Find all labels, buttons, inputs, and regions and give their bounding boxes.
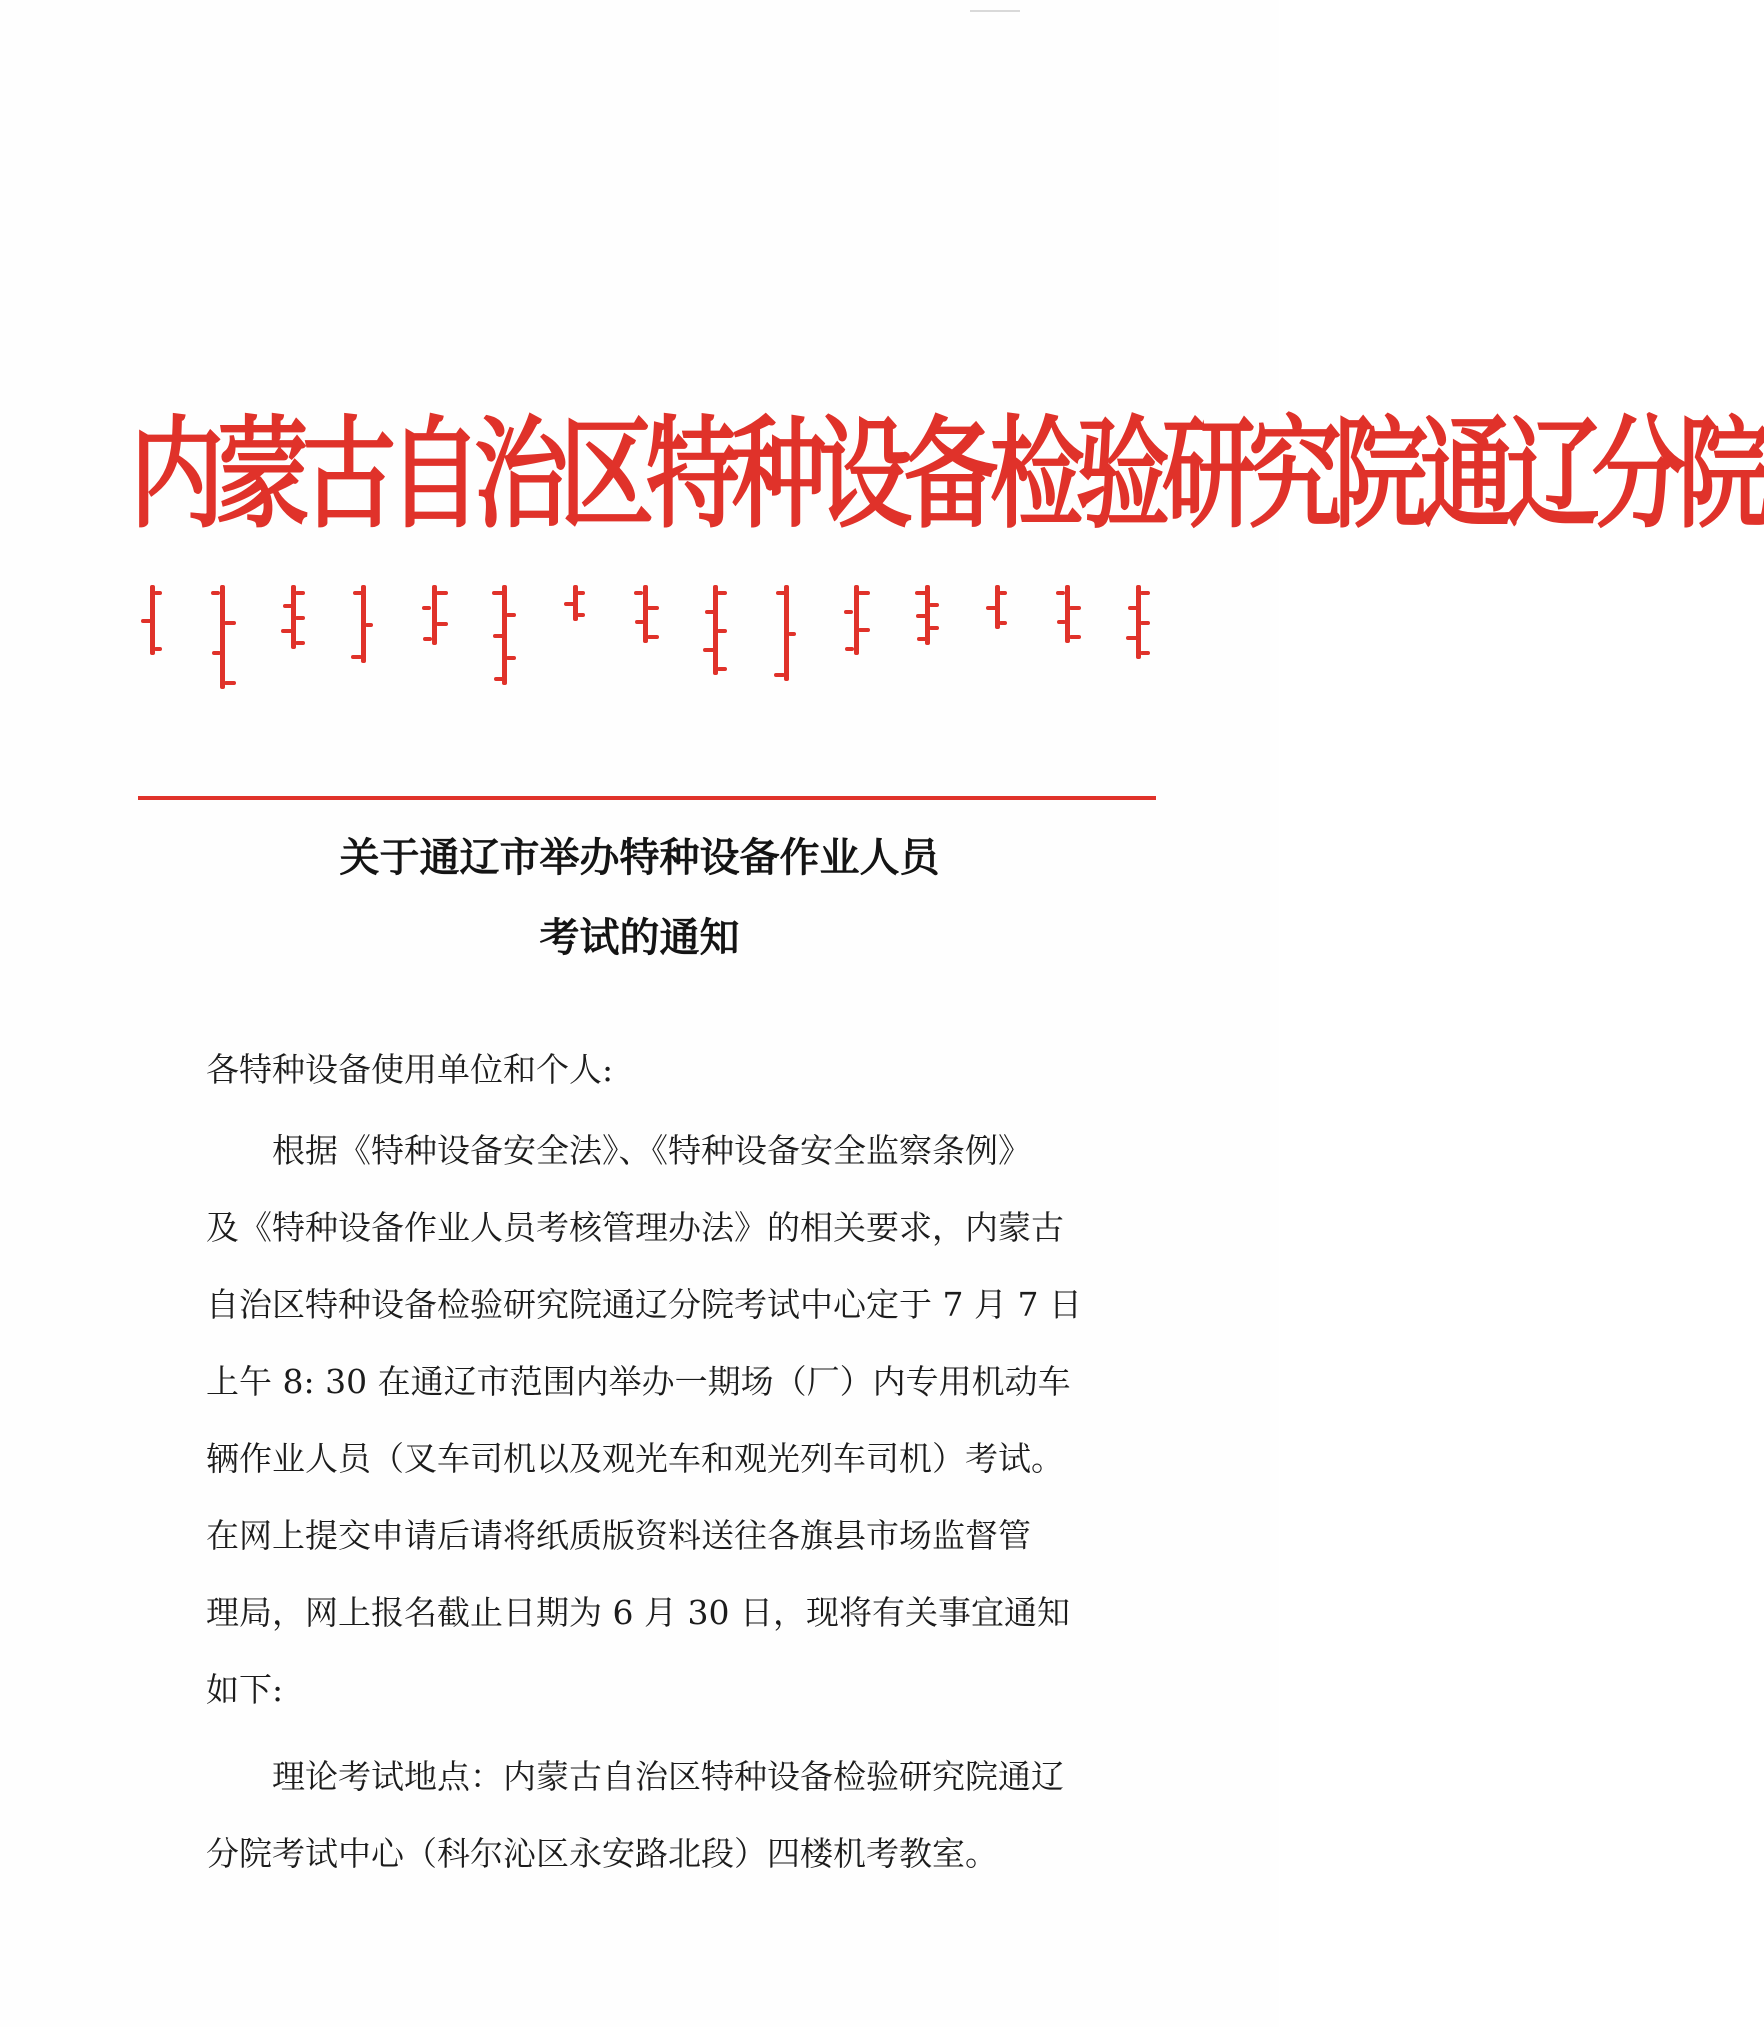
- mongolian-script-stroke: [577, 613, 585, 617]
- mongolian-script-stroke: [224, 681, 236, 685]
- mongolian-script-stroke: [436, 591, 448, 595]
- mongolian-script-stroke: [211, 591, 220, 595]
- mongolian-script-stroke: [858, 628, 870, 632]
- letterhead-divider: [138, 796, 1156, 800]
- mongolian-script-stroke: [1069, 606, 1081, 610]
- mongolian-script-word: [844, 585, 868, 655]
- mongolian-script-stroke: [845, 647, 854, 651]
- mongolian-script-word: [985, 585, 1009, 629]
- mongolian-script-word: [492, 585, 516, 685]
- mongolian-script-stroke: [295, 641, 305, 645]
- mongolian-script-stroke: [365, 623, 373, 627]
- mongolian-script-stroke: [1140, 621, 1150, 625]
- mongolian-script-stroke: [647, 606, 659, 610]
- mongolian-script-stroke: [506, 613, 516, 617]
- mongolian-script-stroke: [774, 673, 785, 677]
- scan-corner-mark: [970, 10, 1020, 16]
- mongolian-script-stroke: [141, 619, 152, 623]
- mongolian-script-stroke: [212, 651, 221, 655]
- mongolian-script-stroke: [422, 606, 431, 610]
- paragraph-1-line: 及《特种设备作业人员考核管理办法》的相关要求，内蒙古: [206, 1208, 1064, 1247]
- paragraph-1-line: 在网上提交申请后请将纸质版资料送往各旗县市场监督管: [206, 1516, 1031, 1555]
- mongolian-script-stroke: [917, 637, 930, 641]
- paragraph-1-line: 根据《特种设备安全法》、《特种设备安全监察条例》: [272, 1131, 1031, 1170]
- mongolian-script-stroke: [999, 591, 1007, 595]
- paragraph-1-line: 上午 8: 30 在通辽市范围内举办一期场（厂）内专用机动车: [206, 1362, 1071, 1401]
- mongolian-script-stroke: [494, 677, 507, 681]
- mongolian-script-stroke: [492, 591, 505, 595]
- mongolian-script-stroke: [423, 637, 432, 641]
- mongolian-script-stroke: [916, 614, 929, 618]
- mongolian-script-word: [774, 585, 798, 681]
- mongolian-script-word: [281, 585, 305, 649]
- mongolian-script-word: [633, 585, 657, 643]
- mongolian-script-stroke: [776, 591, 787, 595]
- mongolian-script-stroke: [295, 616, 305, 620]
- mongolian-script-stroke: [634, 591, 643, 595]
- paragraph-1-line: 辆作业人员（叉车司机以及观光车和观光列车司机）考试。: [206, 1439, 1064, 1478]
- mongolian-script-word: [140, 585, 164, 655]
- mongolian-script-word: [1055, 585, 1079, 643]
- mongolian-script-stroke: [1140, 651, 1150, 655]
- mongolian-script-word: [351, 585, 375, 663]
- mongolian-script-stroke: [703, 648, 716, 652]
- paragraph-2-line: 分院考试中心（科尔沁区永安路北段）四楼机考教室。: [206, 1834, 998, 1873]
- mongolian-script-word: [703, 585, 727, 675]
- mongolian-script-stroke: [283, 604, 296, 608]
- mongolian-script-stroke: [844, 610, 853, 614]
- mongolian-script-stroke: [1140, 591, 1150, 595]
- mongolian-script-stroke: [577, 591, 585, 595]
- mongolian-script-stroke: [999, 621, 1007, 625]
- mongolian-script-stroke: [154, 647, 162, 651]
- mongolian-script-stroke: [1056, 591, 1065, 595]
- mongolian-script-word: [1126, 585, 1150, 659]
- mongolian-script-stroke: [1057, 620, 1066, 624]
- mongolian-script-stroke: [1128, 606, 1141, 610]
- mongolian-script-stroke: [647, 635, 659, 639]
- salutation: 各特种设备使用单位和个人:: [206, 1050, 614, 1089]
- mongolian-script-stroke: [929, 626, 939, 630]
- mongolian-script-stroke: [858, 591, 870, 595]
- mongolian-script-stroke: [224, 621, 236, 625]
- mongolian-script-stroke: [295, 591, 305, 595]
- mongolian-script-stem: [854, 585, 859, 655]
- paragraph-2-line: 理论考试地点：内蒙古自治区特种设备检验研究院通辽: [272, 1757, 1064, 1796]
- letterhead-mongolian-script: [140, 585, 1150, 705]
- mongolian-script-stroke: [1069, 635, 1081, 639]
- mongolian-script-stroke: [635, 620, 644, 624]
- letterhead-org-name: 内蒙古自治区特种设备检验研究院通辽分院: [130, 404, 1764, 546]
- mongolian-script-stroke: [154, 591, 162, 595]
- mongolian-script-stroke: [986, 606, 997, 610]
- mongolian-script-stroke: [717, 667, 727, 671]
- mongolian-script-stroke: [788, 632, 796, 636]
- notice-title-line-2: 考试的通知: [539, 915, 740, 961]
- mongolian-script-word: [915, 585, 939, 645]
- mongolian-script-stroke: [281, 629, 294, 633]
- mongolian-script-stem: [220, 585, 225, 689]
- mongolian-script-stroke: [929, 603, 939, 607]
- mongolian-script-word: [563, 585, 587, 621]
- mongolian-script-stroke: [717, 629, 727, 633]
- mongolian-script-word: [210, 585, 234, 689]
- mongolian-script-stroke: [915, 591, 928, 595]
- paragraph-1-line: 自治区特种设备检验研究院通辽分院考试中心定于 7 月 7 日: [206, 1285, 1082, 1324]
- paragraph-1-line: 如下:: [206, 1670, 284, 1709]
- mongolian-script-stroke: [717, 591, 727, 595]
- mongolian-script-word: [422, 585, 446, 645]
- notice-title-line-1: 关于通辽市举办特种设备作业人员: [339, 835, 940, 881]
- mongolian-script-stroke: [436, 622, 448, 626]
- mongolian-script-stroke: [705, 610, 718, 614]
- mongolian-script-stroke: [506, 656, 516, 660]
- mongolian-script-stroke: [493, 634, 506, 638]
- mongolian-script-stroke: [564, 602, 575, 606]
- paragraph-1-line: 理局，网上报名截止日期为 6 月 30 日，现将有关事宜通知: [206, 1593, 1070, 1632]
- mongolian-script-stroke: [353, 591, 364, 595]
- mongolian-script-stroke: [351, 655, 362, 659]
- mongolian-script-stroke: [1126, 636, 1139, 640]
